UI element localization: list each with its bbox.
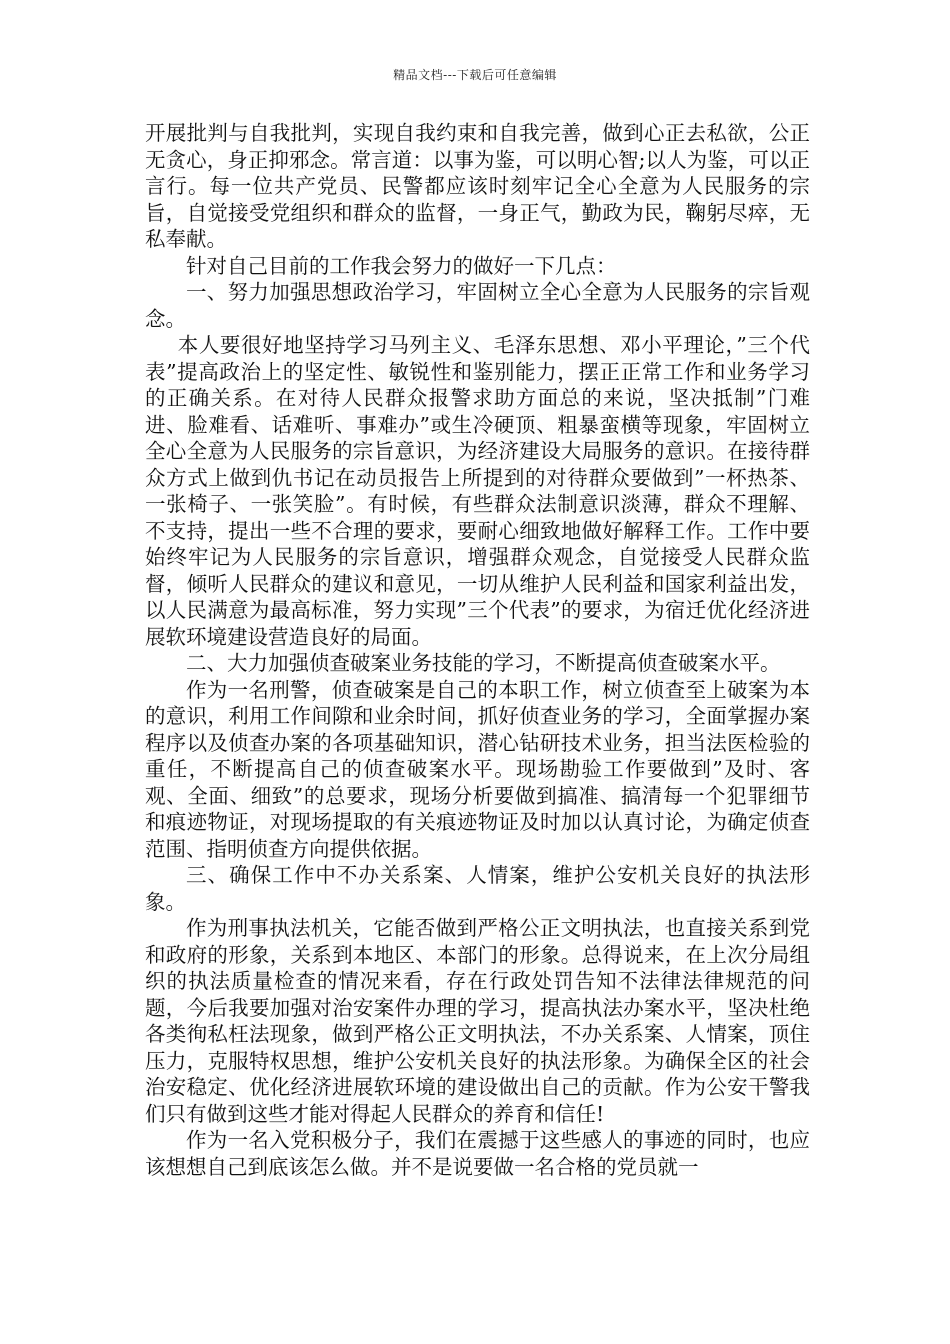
paragraph: 针对自己目前的工作我会努力的做好一下几点： bbox=[186, 253, 617, 278]
paragraph: 开展批判与自我批判，实现自我约束和自我完善，做到心正去私欲，公正无贪心，身正抑邪念。常言道：以事为鉴，可以明心智;以人为鉴，可以正言行。每一位共产党员、民警都应该时刻牢记全心全意为人民服务的宗旨，自觉接受党组织和群众的监督，一身正气，勤政为民，鞠躬尽瘁，无私奉献。 bbox=[145, 121, 810, 251]
paragraph: 作为刑事执法机关，它能否做到严格公正文明执法，也直接关系到党和政府的形象，关系到本地区、本部门的形象。总得说来，在上次分局组织的执法质量检查的情况来看，存在行政处罚告知不法律法律规范的问题，今后我要加强对治安案件办理的学习，提高执法办案水平，坚决杜绝各类徇私枉法现象，做到严格公正文明执法，不办关系案、人情案，顶住压力，克服特权思想，维护公安机关良好的执法形象。为确保全区的社会治安稳定、优化经济进展软环境的建设做出自己的贡献。作为公安干警我们只有做到这些才能对得起人民群众的养育和信任! bbox=[145, 916, 810, 1126]
section-heading: 二、大力加强侦查破案业务技能的学习，不断提高侦查破案水平。 bbox=[186, 651, 781, 675]
paragraph: 本人要很好地坚持学习马列主义、毛泽东思想、邓小平理论，”三个代表”提高政治上的坚定性、敏锐性和鉴别能力，摆正正常工作和业务学习的正确关系。在对待人民群众报警求助方面总的来说，坚决抵制”门难进、脸难看、话难听、事难办”或生冷硬顶、粗暴蛮横等现象，牢固树立全心全意为人民服务的宗旨意识，为经济建设大局服务的意识。在接待群众方式上做到仇书记在动员报告上所提到的对待群众要做到”一杯热茶、一张椅子、一张笑脸”。有时候，有些群众法制意识淡薄，群众不理解、不支持，提出一些不合理的要求，要耐心细致地做好解释工作。工作中要始终牢记为人民服务的宗旨意识，增强群众观念，自觉接受人民群众监督，倾听人民群众的建议和意见，一切从维护人民利益和国家利益出发，以人民满意为最高标准，努力实现”三个代表”的要求，为宿迁优化经济进展软环境建设营造良好的局面。 bbox=[145, 333, 810, 649]
page-header: 精品文档---下载后可任意编辑 bbox=[393, 68, 557, 82]
document-body bbox=[145, 120, 810, 1180]
paragraph: 作为一名入党积极分子，我们在震撼于这些感人的事迹的同时，也应该想想自己到底该怎么做。并不是说要做一名合格的党员就一 bbox=[145, 1128, 810, 1179]
section-heading: 三、确保工作中不办关系案、人情案，维护公安机关良好的执法形象。 bbox=[145, 863, 810, 914]
paragraph: 作为一名刑警，侦查破案是自己的本职工作，树立侦查至上破案为本的意识，利用工作间隙和业余时间，抓好侦查业务的学习，全面掌握办案程序以及侦查办案的各项基础知识，潜心钻研技术业务，担当法医检验的重任，不断提高自己的侦查破案水平。现场勘验工作要做到”及时、客观、全面、细致”的总要求，现场分析要做到搞准、搞清每一个犯罪细节和痕迹物证，对现场提取的有关痕迹物证及时加以认真讨论，为确定侦查范围、指明侦查方向提供依据。 bbox=[145, 677, 810, 861]
section-heading: 一、努力加强思想政治学习，牢固树立全心全意为人民服务的宗旨观念。 bbox=[145, 280, 810, 331]
